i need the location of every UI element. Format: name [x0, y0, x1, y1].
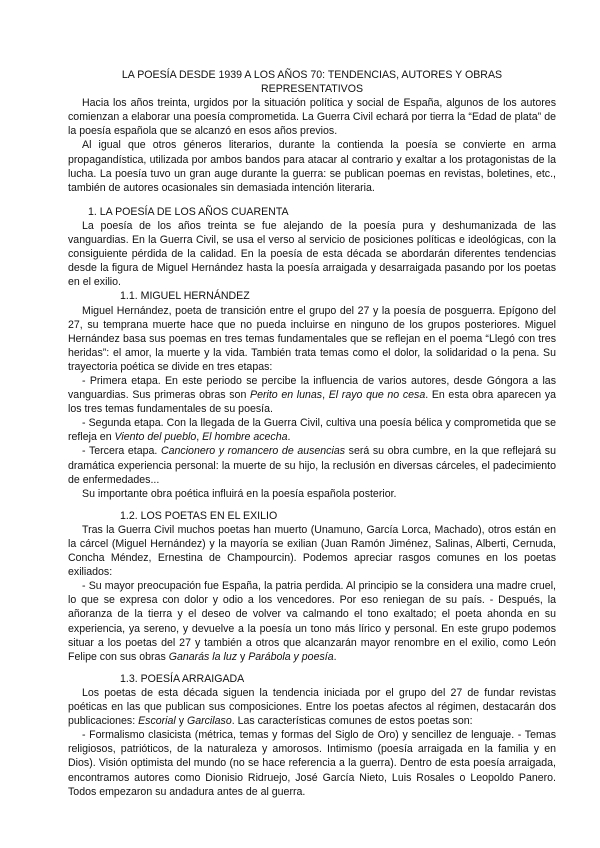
exile-traits-text-b: . — [333, 650, 337, 663]
stage-2-text-b: . — [287, 431, 291, 444]
stage-3-text-a: - Tercera etapa. — [82, 445, 161, 458]
separator: , — [322, 389, 329, 402]
separator: , — [196, 431, 203, 444]
stage-2-paragraph — [68, 416, 556, 444]
section-1-3-heading: 1.3. POESÍA ARRAIGADA — [120, 672, 245, 685]
document-title — [68, 68, 556, 96]
work-title: Cancionero y romancero de ausencias — [160, 445, 346, 458]
section-1-2-body: Tras la Guerra Civil muchos poetas han muerto (Unamuno, García Lorca, Machado), otros están en la cárcel (Miguel Hernández) y la mayoría se exilian (Juan Ramón Jiménez, Salinas, Alberti, Cernuda, Concha Méndez, Ernestina de Champourcin). Podemos apreciar rasgos comunes en los poetas exiliados: — [68, 523, 556, 579]
document-page — [68, 68, 556, 799]
publication-title: Garcilaso — [186, 715, 232, 728]
stage-1-text-a: - Primera etapa. En este periodo se percibe la influencia de varios autores, desde Góngora a las vanguardias. Sus primeras obras son — [68, 374, 556, 402]
section-1-body: La poesía de los años treinta se fue alejando de la poesía pura y deshumanizada de las vanguardias. En la Guerra Civil, se usa el verso al servicio de posiciones políticas e ideológicas, con la consiguiente pérdida de la calidad. En la poesía de esta década se abordarán diferentes tendencias desde la figura de Miguel Hernández hasta la poesía arraigada y desarraigada pasando por los poetas en el exilio. — [68, 219, 556, 289]
stage-1-text-b: . En esta obra aparecen ya los tres temas fundamentales de su poesía. — [68, 389, 557, 416]
stage-1-paragraph — [68, 374, 556, 416]
section-1-3-text-a: Los poetas de esta década siguen la tendencia iniciada por el grupo del 27 de fundar revistas poéticas en las que publican sus composiciones. Entre los poetas afectos al régimen, destacarán dos publicaciones: — [68, 686, 556, 728]
exile-traits-paragraph — [68, 579, 556, 664]
work-title: Viento del pueblo — [114, 431, 197, 444]
work-title: Parábola y poesía — [248, 650, 334, 663]
title-line-2: REPRESENTATIVOS — [260, 83, 364, 96]
work-title: El hombre acecha — [202, 431, 288, 444]
section-1-1-closing: Su importante obra poética influirá en la poesía española posterior. — [82, 487, 397, 500]
publication-title: Escorial — [138, 715, 176, 728]
intro-paragraph-1: Hacia los años treinta, urgidos por la situación política y social de España, algunos de los autores comienzan a elaborar una poesía comprometida. La Guerra Civil echará por tierra la “Edad de plata” de la poesía española que se alcanzó en esos años previos. — [68, 97, 556, 138]
intro-paragraph-2: Al igual que otros géneros literarios, durante la contienda la poesía se convierte en arma propagandística, utilizada por ambos bandos para atacar al contrario y exaltar a los protagonistas de la lucha. La poesía tuvo un gran auge durante la guerra: se publican poemas en revistas, boletines, etc., también de autores ocasionales sin demasiada intención literaria. — [68, 139, 556, 194]
section-1-3-text-b: . Las características comunes de estos poetas son: — [231, 715, 473, 728]
title-line-1: LA POESÍA DESDE 1939 A LOS AÑOS 70: TENDENCIAS, AUTORES Y OBRAS — [121, 69, 503, 81]
separator: y — [237, 650, 249, 663]
separator: y — [175, 715, 187, 728]
work-title: Perito en lunas — [250, 389, 323, 402]
work-title: El rayo que no cesa — [328, 389, 426, 402]
stage-2-text-a: - Segunda etapa. Con la llegada de la Guerra Civil, cultiva una poesía bélica y comprometida que se refleja en — [68, 417, 556, 444]
exile-traits-text-a: - Su mayor preocupación fue España, la patria perdida. Al principio se la considera una madre cruel, lo que se expresa con dolor y odio a los vencedores. Por eso reniegan de su país. - Después, la añoranza de la tierra y el deseo de volver va calmando el tono exaltado; el poeta ahonda en su experiencia, ya sereno, y devuelve a la poesía un tono más lírico y personal. En este grupo podemos situar a los poetas del 27 y también a otros que alcanzarán mayor renombre en el exilio, como León Felipe con sus obras — [68, 580, 556, 663]
stage-3-text-b: será su obra cumbre, en la que reflejará su dramática experiencia personal: la muerte de su hijo, la reclusión en diversas cárceles, el padecimiento de enfermedades... — [68, 445, 556, 486]
section-1-1-heading: 1.1. MIGUEL HERNÁNDEZ — [120, 290, 250, 303]
stage-3-paragraph — [68, 444, 556, 486]
work-title: Ganarás la luz — [168, 650, 238, 663]
section-1-2-heading: 1.2. LOS POETAS EN EL EXILIO — [120, 509, 278, 522]
section-1-3-body — [68, 686, 556, 728]
arraigada-features-paragraph: - Formalismo clasicista (métrica, temas y formas del Siglo de Oro) y sencillez de lenguaje. - Temas religiosos, patrióticos, de la naturaleza y amorosos. Intimismo (poesía arraigada en la familia y en Dios). Visión optimista del mundo (no se hace referencia a la guerra). Dentro de esta poesía arraigada, encontramos autores como Dionisio Ridruejo, José García Nieto, Luis Rosales o Leopoldo Panero. Todos empezaron su andadura antes de al guerra. — [68, 729, 556, 798]
section-1-1-body: Miguel Hernández, poeta de transición entre el grupo del 27 y la poesía de posguerra. Epígono del 27, su temprana muerte hace que no pueda incluirse en ninguno de los grupos posteriores. Miguel Hernández basa sus poemas en tres temas fundamentales que se reflejan en el poema “Llegó con tres heridas”: el amor, la muerte y la vida. También trata temas como el dolor, la solidaridad o la pena. Su trayectoria poética se divide en tres etapas: — [68, 304, 556, 373]
section-1-heading: 1. LA POESÍA DE LOS AÑOS CUARENTA — [88, 205, 289, 218]
